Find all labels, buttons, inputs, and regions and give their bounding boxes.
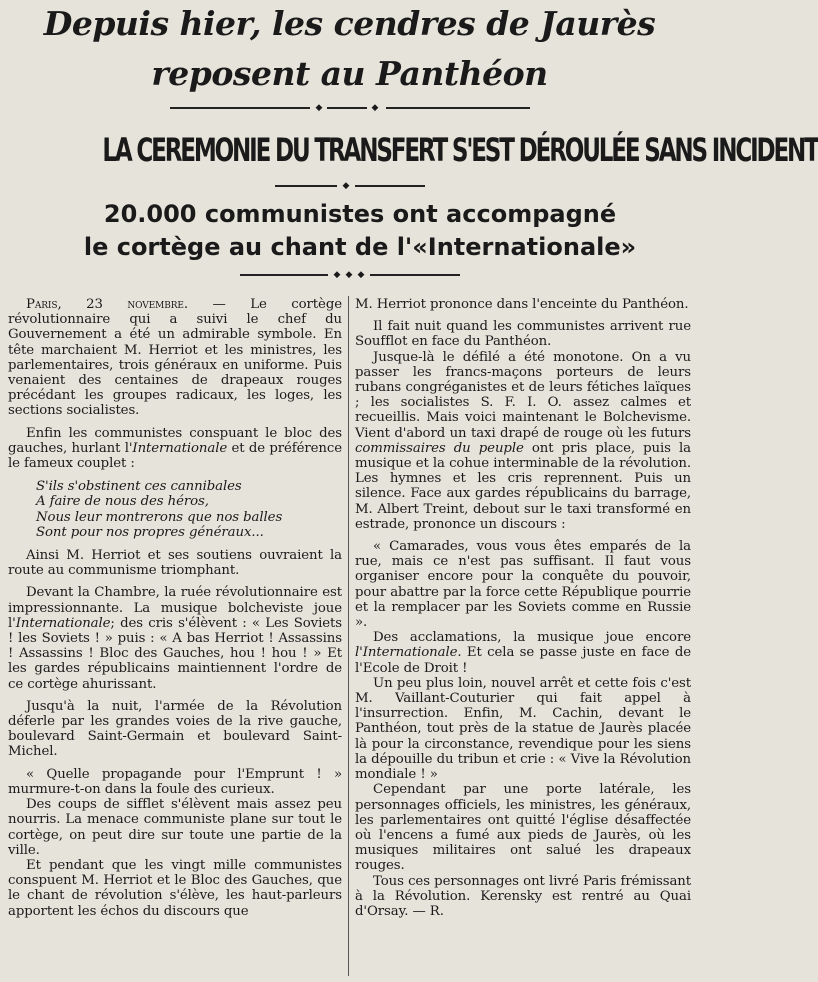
paragraph-text: ont pris place, puis la musique et la cohue interminable de la révolution. Les hymnes et les cris reprennent. Puis un silence. Face aux gardes républicains du barrage, M. Albert Treint, debout sur le taxi transformé en estrade, prononce un discours : [355,440,691,532]
paragraph-text: Enfin les communistes conspuant le bloc des gauches, hurlant l' [8,425,342,456]
headline-line-2: reposent au Panthéon [151,54,548,93]
paragraph-text: et de préférence le fameux couplet : [8,440,342,472]
paragraph [8,297,342,419]
article-column-right [355,297,691,919]
paragraph [8,426,342,472]
paragraph: Jusqu'à la nuit, l'armée de la Révolution déferle par les grandes voies de la rive gauche, boulevard Saint-Germain et boulevard Saint-Michel. [8,698,342,760]
verse-line: Sont pour nos propres généraux... [36,524,264,540]
paragraph-text: ; des cris s'élèvent : « Les Soviets ! les Soviets ! » puis : « A bas Herriot ! Assassins ! Assassins ! Bloc des Gauches, hou ! hou ! » Et les gardes républicains maintiennent l'ordre de ce cortège ahurissant. [8,615,342,692]
deck-line-1: 20.000 communistes ont accompagné [103,200,617,228]
ornament-rule: ◆ [275,181,425,191]
paragraph [355,630,691,676]
paragraph [8,585,342,691]
paragraph: « Camarades, vous vous êtes emparés de la rue, mais ce n'est pas suffisant. Il faut vous organiser encore pour la conquête du pouvoir, pour abattre par la force cette République pourrie et la remplacer par les Soviets comme en Russie ». [355,539,691,631]
italic-text: commissaires du peuple [355,440,524,456]
verse-line: A faire de nous des héros, [36,494,209,510]
deck-line-2: le cortège au chant de l'«Internationale» [83,233,637,261]
paragraph: Tous ces personnages ont livré Paris frémissant à la Révolution. Kerensky est rentré au Quai d'Orsay. — R. [355,873,691,919]
verse-quote [36,479,342,540]
column-divider [348,296,349,976]
paragraph: Il fait nuit quand les communistes arrivent rue Soufflot en face du Panthéon. [355,319,691,350]
paragraph: Ainsi M. Herriot et ses soutiens ouvraient la route au communisme triomphant. [8,548,342,579]
italic-text: l'Internationale [355,645,458,661]
paragraph: M. Herriot prononce dans l'enceinte du Panthéon. [355,297,689,312]
paragraph: Cependant par une porte latérale, les personnages officiels, les ministres, les généraux, les parlementaires ont quitté l'église désaffectée où l'encens a fumé aux pieds de Jaurès, où les musiques militaires ont salué les drapeaux rouges. [355,782,691,874]
paragraph [355,350,691,532]
ornament-rule: ◆ ◆ [170,103,530,113]
paragraph-text: . Et cela se passe juste en face de l'Ecole de Droit ! [355,645,691,676]
italic-text: Internationale [132,440,228,456]
paragraph: « Quelle propagande pour l'Emprunt ! » murmure-t-on dans la foule des curieux. [8,766,342,797]
paragraph-text: Devant la Chambre, la ruée révolutionnaire est impressionnante. La musique bolcheviste joue l' [8,585,342,631]
headline-line-1: Depuis hier, les cendres de Jaurès [43,4,656,43]
subheadline: LA CEREMONIE DU TRANSFERT S'EST DÉROULÉE SANS INCIDENT [102,131,818,169]
italic-text: Internationale [15,615,111,631]
paragraph: Et pendant que les vingt mille communistes conspuent M. Herriot et le Bloc des Gauches, que le chant de révolution s'élève, les haut-parleurs apportent les échos du discours que [8,857,342,919]
verse-line: Nous leur montrerons que nos balles [36,509,283,525]
paragraph-text: Des acclamations, la musique joue encore [373,630,691,646]
paragraph-text: Jusque-là le défilé a été monotone. On a vu passer les francs-maçons porteurs de leurs rubans congréganistes et de leurs fétiches laïques ; les socialistes S. F. I. O. assez calmes et recueillis. Mais voici maintenant le Bolchevisme. Vient d'abord un taxi drapé de rouge où les futurs [355,349,691,441]
ornament-rule: ◆ ◆ ◆ [240,270,460,280]
paragraph: Des coups de sifflet s'élèvent mais assez peu nourris. La menace communiste plane sur tout le cortège, on peut dire sur toute une partie de la ville. [8,797,342,858]
verse-line: S'ils s'obstinent ces cannibales [36,479,242,495]
dateline: Paris, 23 novembre. [26,297,189,312]
paragraph: Un peu plus loin, nouvel arrêt et cette fois c'est M. Vaillant-Couturier qui fait appel à l'insurrection. Enfin, M. Cachin, devant le Panthéon, tout près de la statue de Jaurès placée là pour la circonstance, revendique pour les siens la dépouille du tribun et crie : « Vive la Révolution mondiale ! » [355,675,691,783]
article-column-left [8,297,342,919]
paragraph-text: — Le cortège révolutionnaire qui a suivi le chef du Gouvernement a été un admirable symbole. En tête marchaient M. Herriot et les ministres, les parlementaires, trois généraux en uniforme. Puis venaient des centaines de drapeaux rouges précédant les groupes radicaux, les loges, les sections socialistes. [8,297,342,419]
